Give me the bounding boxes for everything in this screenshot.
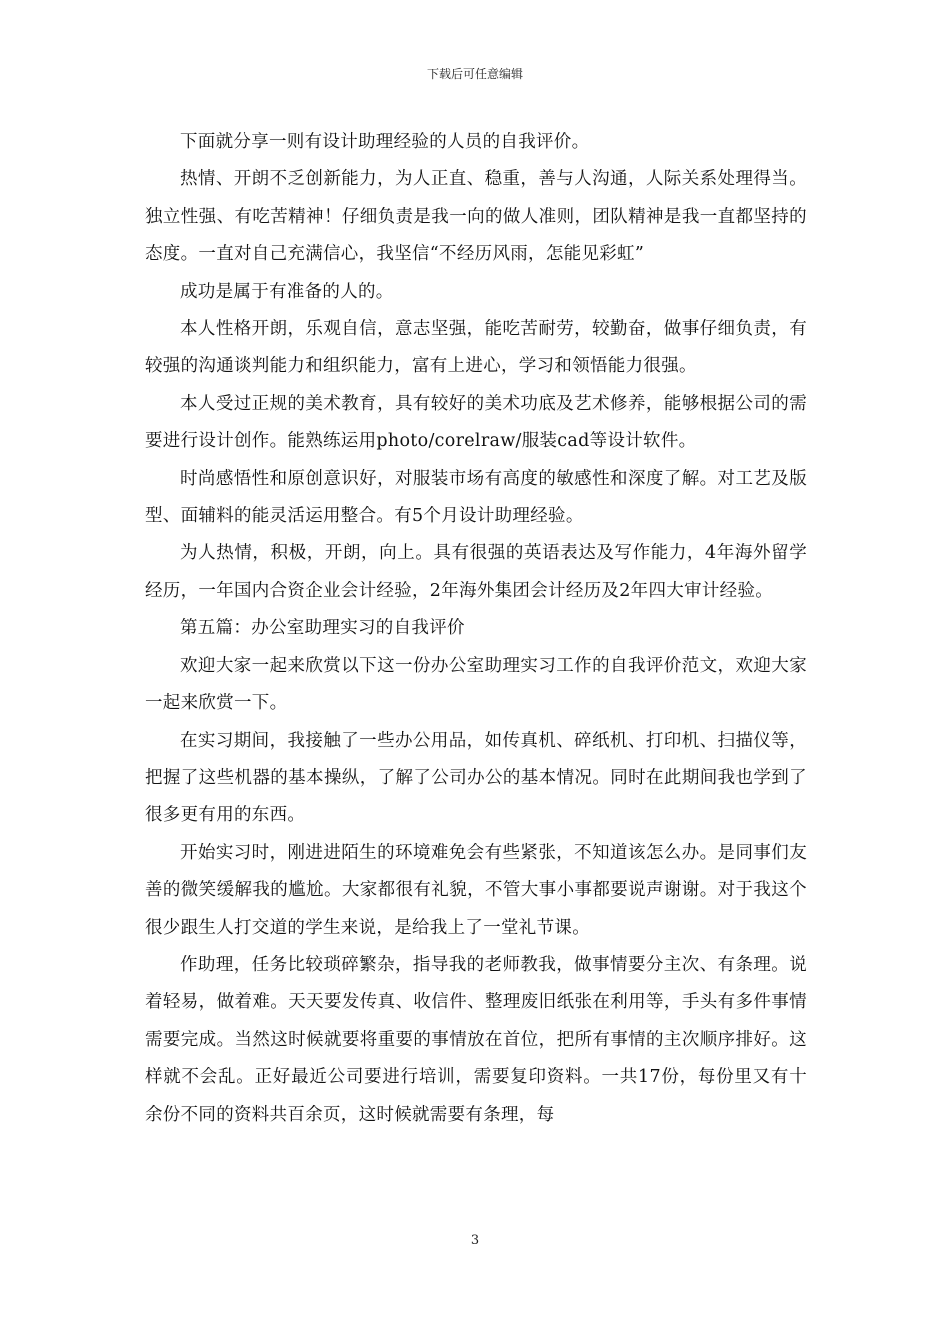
page-number: 3: [470, 1233, 480, 1248]
paragraph: 开始实习时，刚进进陌生的环境难免会有些紧张，不知道该怎么办。是同事们友善的微笑缓解我的尴尬。大家都很有礼貌，不管大事小事都要说声谢谢。对于我这个很少跟生人打交道的学生来说，是给我上了一堂礼节课。: [145, 842, 807, 938]
section-heading: 第五篇：办公室助理实习的自我评价: [180, 618, 465, 639]
document-body: [145, 124, 807, 1134]
page-header: 下载后可任意编辑: [426, 67, 523, 81]
paragraph: 热情、开朗不乏创新能力，为人正直、稳重，善与人沟通，人际关系处理得当。独立性强、有吃苦精神！仔细负责是我一向的做人准则，团队精神是我一直都坚持的态度。一直对自己充满信心，我坚信“不经历风雨，怎能见彩虹”: [145, 169, 807, 265]
paragraph: 作助理，任务比较琐碎繁杂，指导我的老师教我，做事情要分主次、有条理。说着轻易，做着难。天天要发传真、收信件、整理废旧纸张在利用等，手头有多件事情需要完成。当然这时候就要将重要的事情放在首位，把所有事情的主次顺序排好。这样就不会乱。正好最近公司要进行培训，需要复印资料。一共17份，每份里又有十余份不同的资料共百余页，这时候就需要有条理，每: [145, 954, 807, 1125]
paragraph: 下面就分享一则有设计助理经验的人员的自我评价。: [180, 132, 590, 152]
paragraph: 本人性格开朗，乐观自信，意志坚强，能吃苦耐劳，较勤奋，做事仔细负责，有较强的沟通谈判能力和组织能力，富有上进心，学习和领悟能力很强。: [145, 319, 807, 377]
paragraph: 本人受过正规的美术教育，具有较好的美术功底及艺术修养，能够根据公司的需要进行设计创作。能熟练运用photo/corelraw/服装cad等设计软件。: [145, 393, 807, 452]
paragraph: 成功是属于有准备的人的。: [180, 281, 394, 302]
paragraph: 时尚感悟性和原创意识好，对服装市场有高度的敏感性和深度了解。对工艺及版型、面辅料的能灵活运用整合。有5个月设计助理经验。: [145, 468, 807, 527]
paragraph: 欢迎大家一起来欣赏以下这一份办公室助理实习工作的自我评价范文，欢迎大家一起来欣赏一下。: [145, 655, 807, 714]
paragraph: 在实习期间，我接触了一些办公用品，如传真机、碎纸机、打印机、扫描仪等，把握了这些机器的基本操纵，了解了公司办公的基本情况。同时在此期间我也学到了很多更有用的东西。: [145, 730, 807, 826]
paragraph: 为人热情，积极，开朗，向上。具有很强的英语表达及写作能力，4年海外留学经历，一年国内合资企业会计经验，2年海外集团会计经历及2年四大审计经验。: [145, 543, 807, 601]
